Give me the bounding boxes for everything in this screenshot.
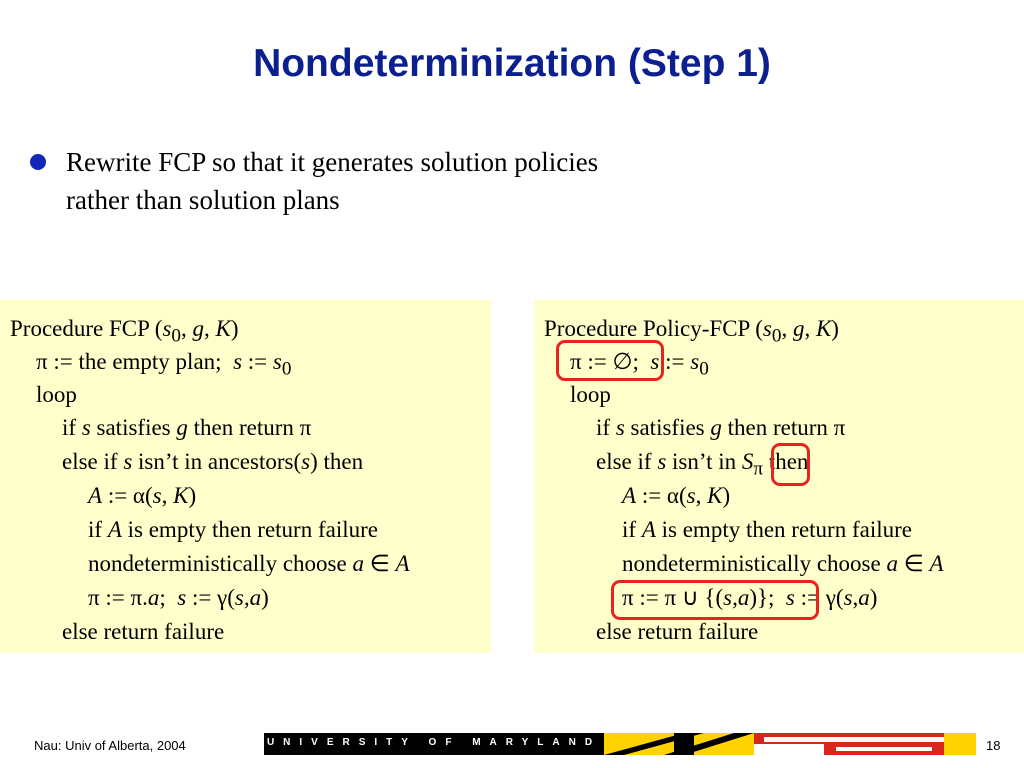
code-line-1: Procedure Policy-FCP ($s_0$, g, K) — [544, 316, 839, 347]
code-line-8: nondeterministically choose a ∈ A — [88, 551, 410, 576]
bullet-line-2: rather than solution plans — [66, 185, 340, 215]
logo-text: UNIVERSITY OF MARYLAND — [266, 737, 602, 748]
bullet-dot-icon — [30, 154, 46, 170]
code-line-10: else return failure — [62, 619, 225, 644]
code-line-9: π := π.a; s := γ(s,a) — [88, 585, 269, 610]
bullet-line-1: Rewrite FCP so that it generates solution policies — [66, 147, 599, 177]
code-line-4: if s satisfies g then return π — [596, 415, 846, 440]
code-line-2: π := the empty plan; s := $s_0$ — [36, 349, 292, 380]
code-line-9: π := π ∪ {(s,a)}; s := γ(s,a) — [622, 585, 878, 610]
highlight-empty-policy — [556, 340, 664, 381]
maryland-flag-icon — [264, 733, 976, 755]
code-line-6: A := α(s, K) — [622, 483, 731, 508]
code-line-3: loop — [570, 382, 611, 407]
page-number: 18 — [986, 738, 1001, 753]
procedure-fcp-box — [0, 300, 491, 653]
footer-credit: Nau: Univ of Alberta, 2004 — [34, 738, 186, 753]
code-line-2: π := ∅; s := $s_0$ — [570, 349, 709, 380]
university-logo-bar — [264, 733, 976, 755]
code-line-7: if A is empty then return failure — [622, 517, 912, 542]
slide-title: Nondeterminization (Step 1) — [253, 42, 771, 85]
code-line-6: A := α(s, K) — [88, 483, 197, 508]
code-line-4: if s satisfies g then return π — [62, 415, 312, 440]
highlight-policy-update — [611, 580, 819, 620]
code-line-10: else return failure — [596, 619, 759, 644]
bullet-text — [66, 143, 766, 219]
code-line-3: loop — [36, 382, 77, 407]
code-line-1: Procedure FCP ($s_0$, g, K) — [10, 316, 239, 347]
code-line-5: else if s isn’t in $S_\pi$ then — [596, 449, 809, 480]
highlight-s-pi — [771, 443, 810, 486]
code-line-7: if A is empty then return failure — [88, 517, 378, 542]
code-line-8: nondeterministically choose a ∈ A — [622, 551, 944, 576]
code-line-5: else if s isn’t in ancestors(s) then — [62, 449, 364, 474]
